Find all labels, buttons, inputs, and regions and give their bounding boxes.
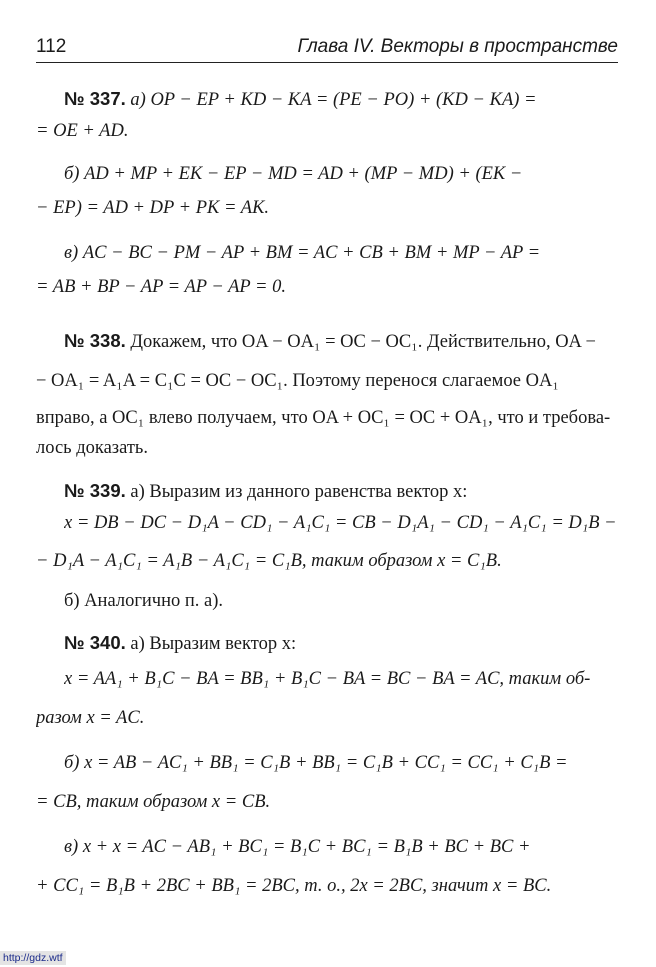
problem-338-l4: лось доказать. (36, 438, 148, 458)
problem-337-c2: = AB + BP − AP = AP − AP = 0. (36, 277, 286, 297)
problem-339-l1: а) Выразим из данного равенства вектор x: (130, 482, 468, 502)
chapter-title: Глава IV. Векторы в пространстве (297, 36, 618, 57)
problem-337-a1: а) OP − EP + KD − KA = (PE − PO) + (KD − KA) = (130, 90, 537, 110)
problem-340-l5: = CB, таким образом x = CB. (36, 792, 271, 812)
header-rule (36, 62, 618, 63)
problem-338-line-1 (64, 330, 618, 353)
problem-338-l2: − OA₁ = A₁A = C₁C = OC − OC₁. Поэтому перенося слагаемое OA₁ (36, 371, 559, 391)
problem-337-c1: в) AC − BC − PM − AP + BM = AC + CB + BM + MP − AP = (64, 243, 541, 263)
problem-339-l3: − D₁A − A₁C₁ = A₁B − A₁C₁ = C₁B, таким образом x = C₁B. (36, 551, 502, 571)
problem-340-l4: б) x = AB − AC₁ + BB₁ = C₁B + BB₁ = C₁B + CC₁ = CC₁ + C₁B = (64, 753, 568, 773)
problem-339-l4: б) Аналогично п. а). (64, 591, 224, 611)
problem-339-line-1 (64, 480, 618, 503)
watermark-link[interactable]: http://gdz.wtf (0, 951, 66, 965)
problem-338-l1: Докажем, что OA − OA₁ = OC − OC₁. Действительно, OA − (130, 332, 596, 352)
problem-340-l6: в) x + x = AC − AB₁ + BC₁ = B₁C + BC₁ = B₁B + BC + BC + (64, 837, 531, 857)
page-number: 112 (36, 36, 67, 57)
problem-337-a2: = OE + AD. (36, 121, 129, 141)
page-header (36, 36, 618, 62)
problem-337-label: № 337. (64, 88, 126, 109)
problem-340-l2: x = AA₁ + B₁C − BA = BB₁ + B₁C − BA = BC − BA = AC, таким об- (64, 669, 591, 689)
problem-337-line-1 (64, 88, 618, 111)
problem-337-b1: б) AD + MP + EK − EP − MD = AD + (MP − MD) + (EK − (64, 164, 523, 184)
problem-337-b2: − EP) = AD + DP + PK = AK. (36, 198, 270, 218)
problem-340-line-1 (64, 632, 618, 655)
problem-339-label: № 339. (64, 480, 126, 501)
problem-338-l3: вправо, а OC₁ влево получаем, что OA + OC₁ = OC + OA₁, что и требова- (36, 408, 611, 428)
problem-340-l3: разом x = AC. (36, 708, 145, 728)
problem-340-l7: + CC₁ = B₁B + 2BC + BB₁ = 2BC, т. о., 2x = 2BC, значит x = BC. (36, 876, 552, 896)
problem-340-l1: а) Выразим вектор x: (130, 634, 297, 654)
problem-339-l2: x = DB − DC − D₁A − CD₁ − A₁C₁ = CB − D₁A₁ − CD₁ − A₁C₁ = D₁B − (64, 513, 617, 533)
problem-340-label: № 340. (64, 632, 126, 653)
problem-338-label: № 338. (64, 330, 126, 351)
